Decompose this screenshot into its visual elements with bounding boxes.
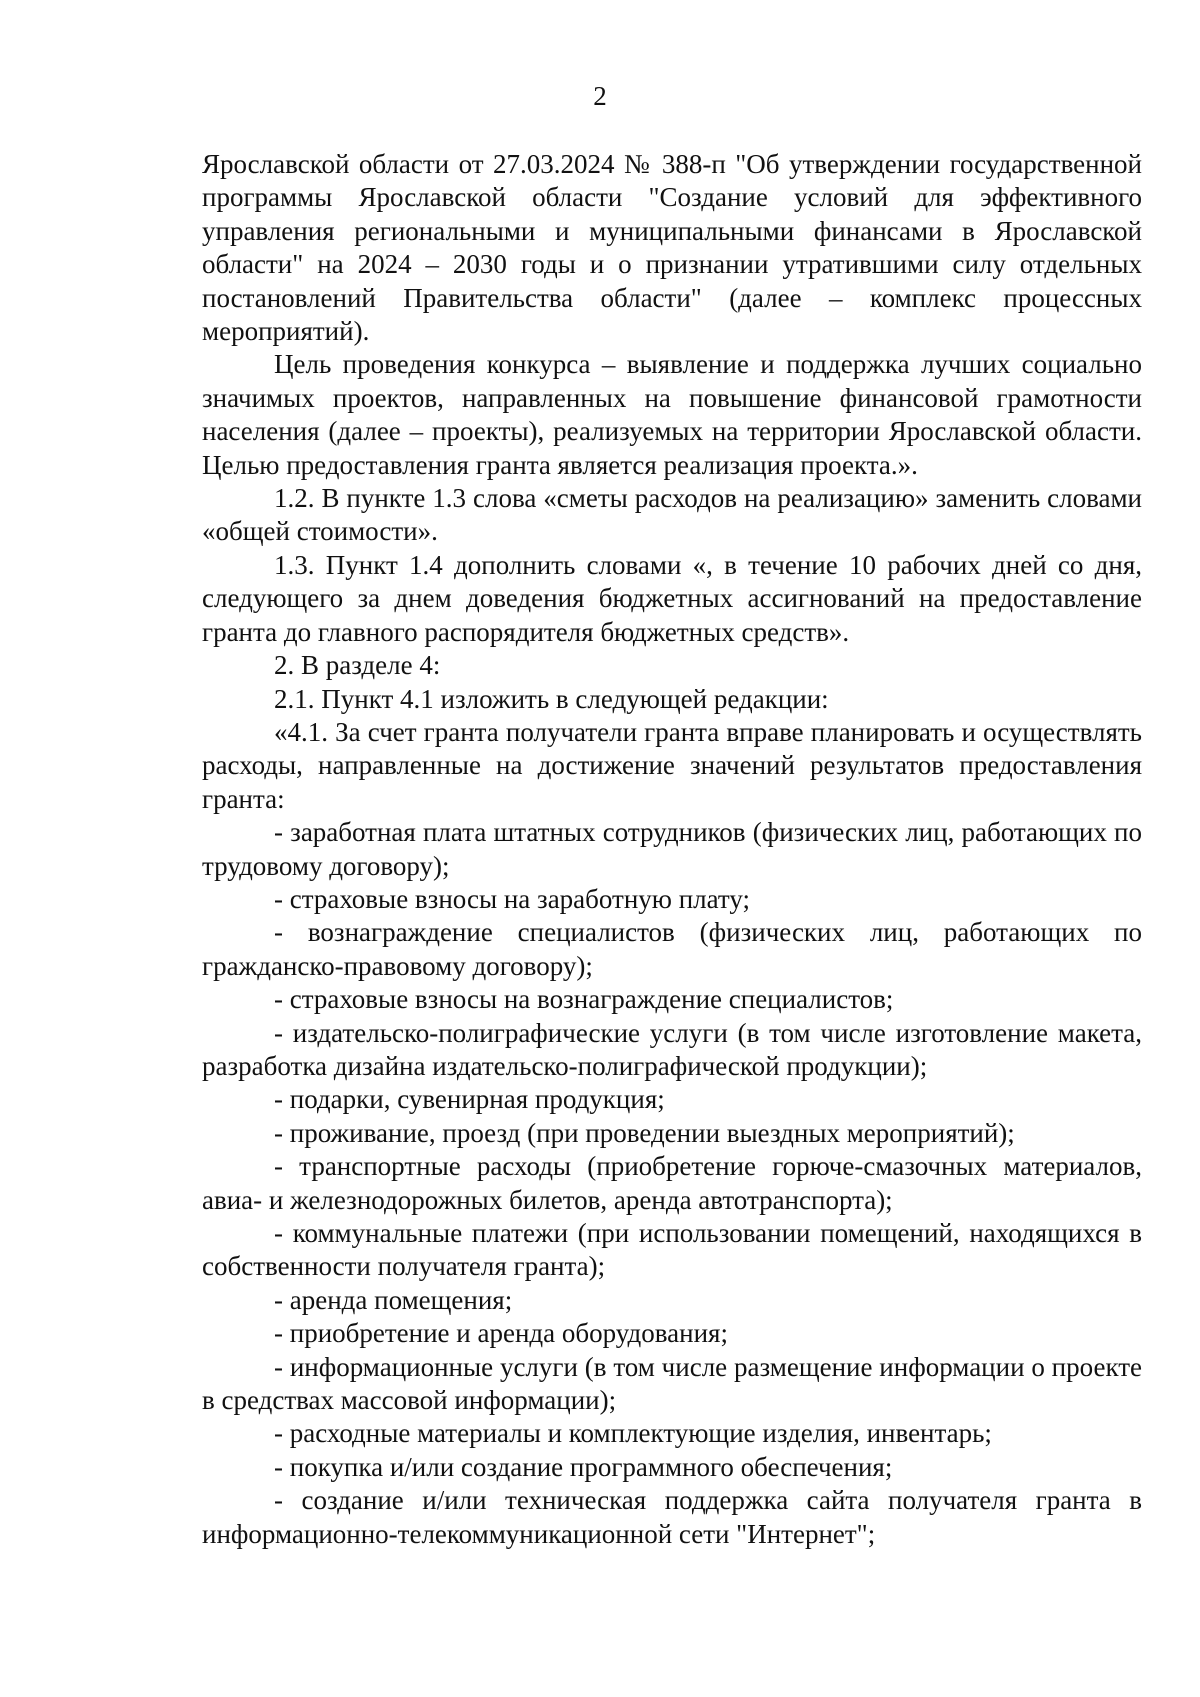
paragraph: - коммунальные платежи (при использовании помещений, находящихся в собственности получателя гранта); [202, 1218, 1142, 1282]
paragraph: - подарки, сувенирная продукция; [274, 1084, 665, 1115]
paragraph: - информационные услуги (в том числе размещение информации о проекте в средствах массовой информации); [202, 1351, 1142, 1416]
paragraph: 2.1. Пункт 4.1 изложить в следующей редакции: [274, 683, 829, 714]
paragraph: - издательско-полиграфические услуги (в том числе изготовление макета, разработка дизайна издательско-полиграфической продукции); [202, 1017, 1142, 1081]
paragraph: - транспортные расходы (приобретение горюче-смазочных материалов, авиа- и железнодорожных билетов, аренда автотранспорта); [202, 1151, 1142, 1215]
paragraph: - создание и/или техническая поддержка сайта получателя гранта в информационно-телекоммуникационной сети "Интернет"; [202, 1485, 1142, 1549]
paragraph: - вознаграждение специалистов (физических лиц, работающих по гражданско-правовому договору); [202, 917, 1142, 981]
paragraph: - страховые взносы на вознаграждение специалистов; [274, 984, 894, 1015]
paragraph: 2. В разделе 4: [274, 650, 441, 681]
paragraph: - покупка и/или создание программного обеспечения; [274, 1451, 893, 1482]
page-number: 2 [593, 81, 607, 111]
paragraph: - расходные материалы и комплектующие изделия, инвентарь; [274, 1418, 992, 1449]
paragraph: 1.3. Пункт 1.4 дополнить словами «, в течение 10 рабочих дней со дня, следующего за днем доведения бюджетных ассигнований на предоставление гранта до главного распорядителя бюджетных средств». [202, 549, 1142, 647]
paragraph: - аренда помещения; [274, 1284, 513, 1315]
document-body [202, 148, 1142, 1551]
paragraph: - приобретение и аренда оборудования; [274, 1318, 728, 1349]
paragraph: Ярославской области от 27.03.2024 № 388-п "Об утверждении государственной программы Ярославской области "Создание условий для эффективного управления региональными и муниципальными финансами в Ярославской области" на 2024 – 2030 годы и о признании утратившими силу отдельных постановлений Правительства области" (далее – комплекс процессных мероприятий). [202, 149, 1142, 347]
paragraph: - страховые взносы на заработную плату; [274, 883, 751, 914]
paragraph: - проживание, проезд (при проведении выездных мероприятий); [274, 1117, 1015, 1148]
paragraph: «4.1. За счет гранта получатели гранта вправе планировать и осуществлять расходы, направленные на достижение значений результатов предоставления гранта: [202, 716, 1142, 814]
paragraph: 1.2. В пункте 1.3 слова «сметы расходов на реализацию» заменить словами «общей стоимости». [202, 483, 1142, 547]
paragraph: Цель проведения конкурса – выявление и поддержка лучших социально значимых проектов, направленных на повышение финансовой грамотности населения (далее – проекты), реализуемых на территории Ярославской области. Целью предоставления гранта является реализация проекта.». [202, 349, 1142, 480]
paragraph: - заработная плата штатных сотрудников (физических лиц, работающих по трудовому договору); [202, 817, 1142, 881]
